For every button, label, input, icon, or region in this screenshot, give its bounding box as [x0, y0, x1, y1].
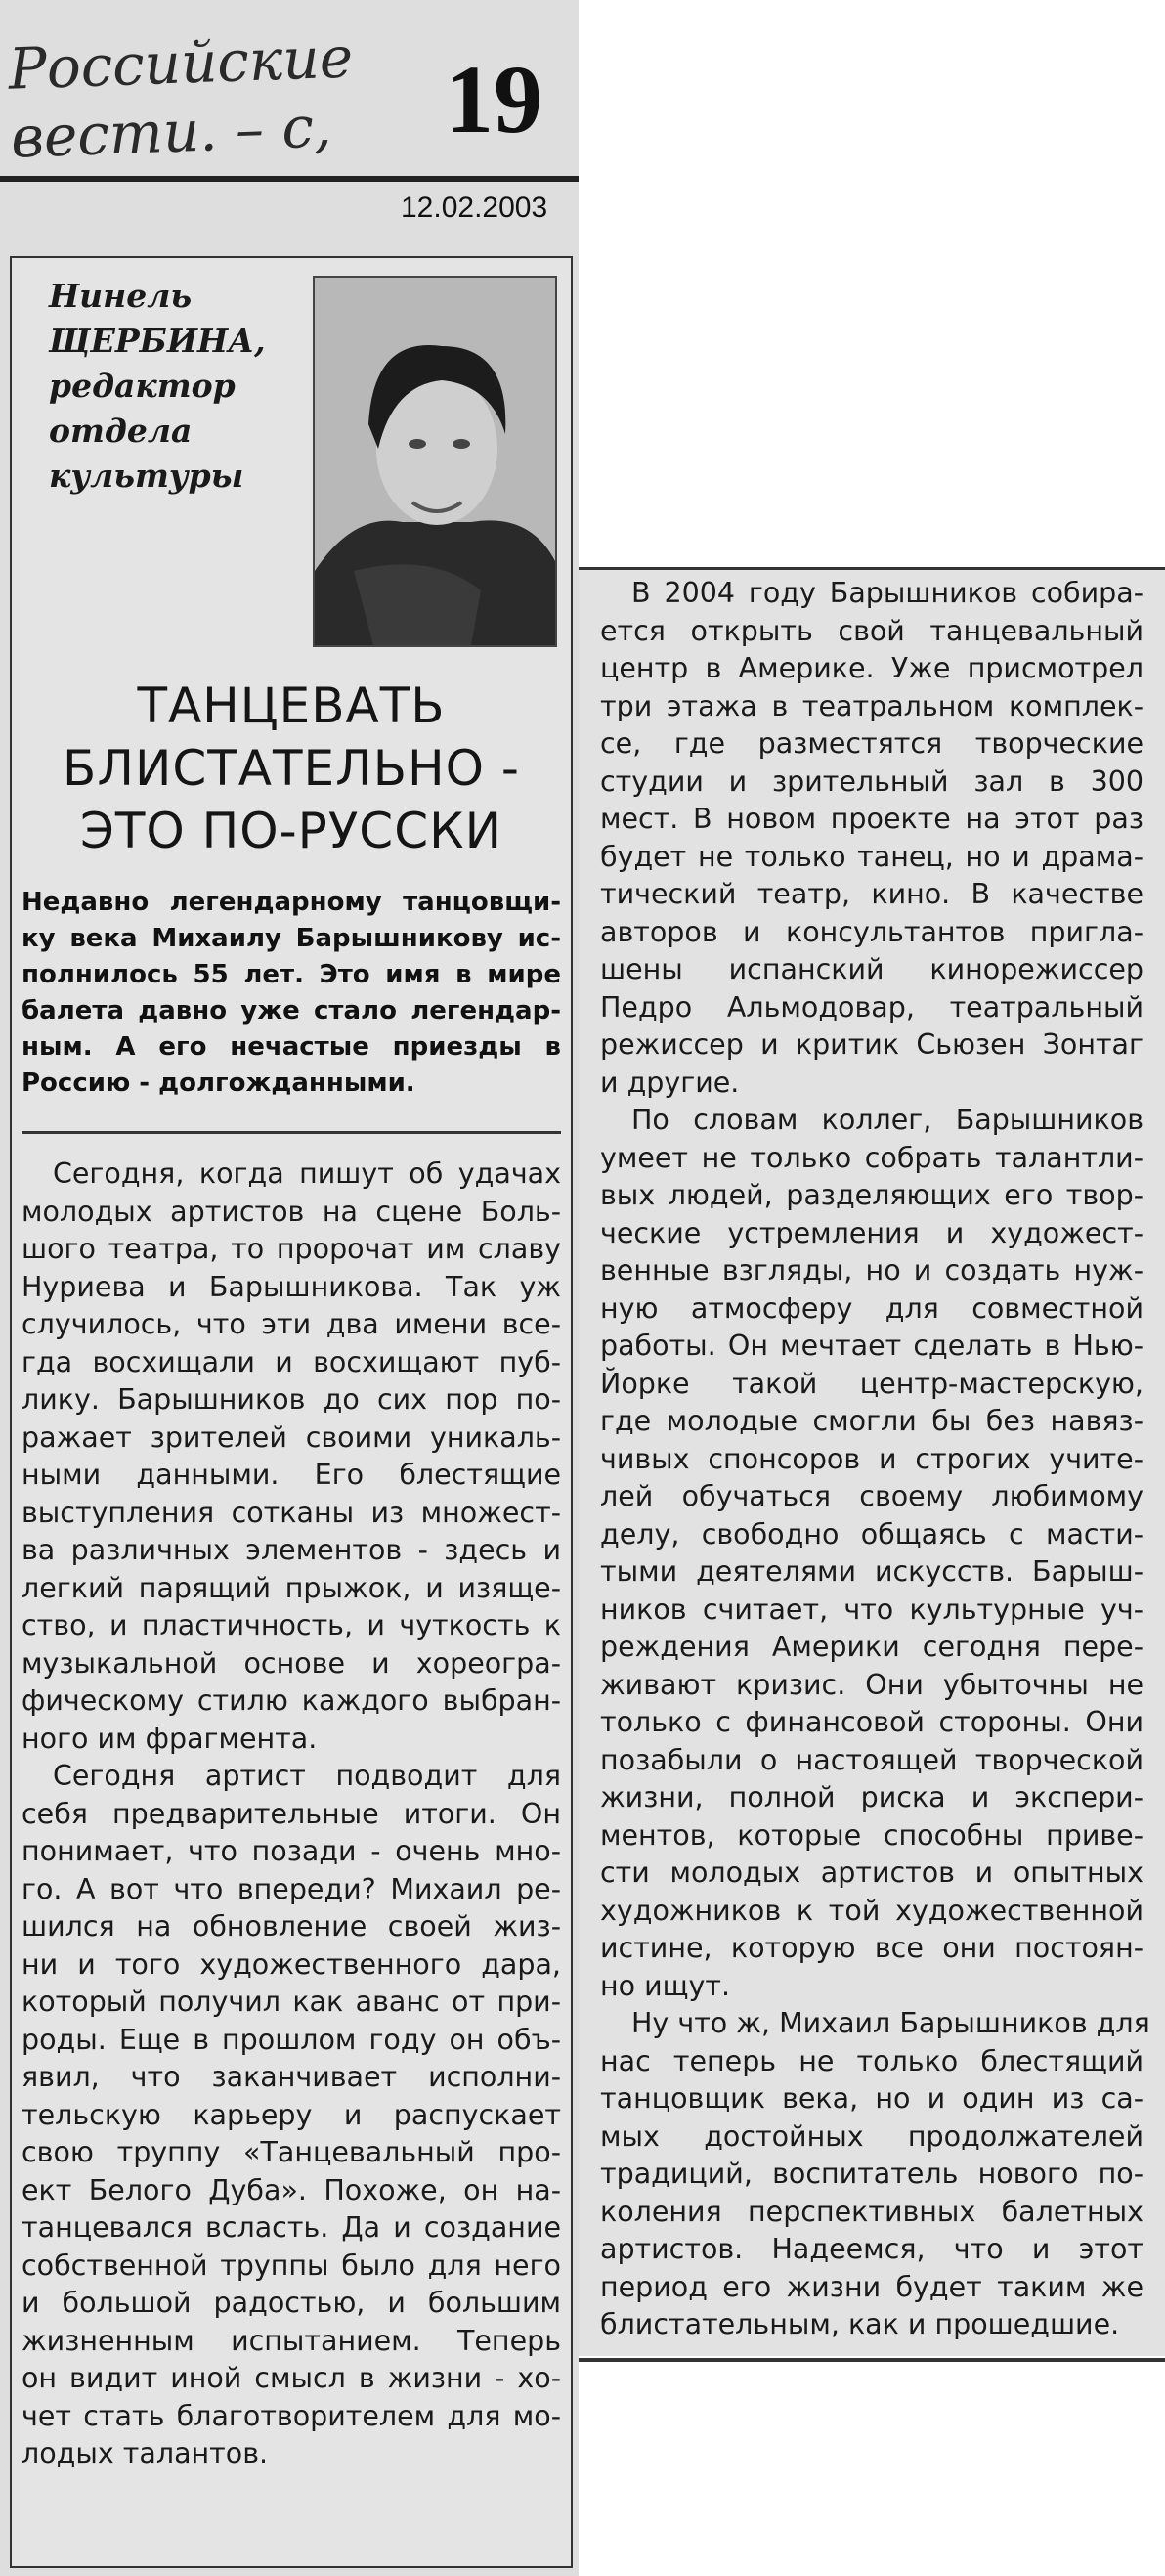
body-line: три этажа в театральном комплек- [600, 689, 1143, 722]
body-line: В 2004 году Барышников собира- [631, 577, 1143, 609]
body-line: сти молодых артистов и опытных [600, 1856, 1143, 1889]
article-body-left-column [22, 1156, 561, 2473]
body-line: гда восхищали и восхищают пуб- [22, 1345, 561, 1378]
body-line: блистательным, как и прошедшие. [600, 2308, 1120, 2340]
publication-date: 12.02.2003 [401, 192, 548, 224]
body-line: роды. Еще в прошлом году он объ- [22, 2023, 561, 2056]
body-line: тический театр, кино. В качестве [600, 878, 1143, 910]
body-line: ва различных элементов - здесь и [22, 1534, 561, 1566]
handwritten-line: вести. – с, [9, 93, 333, 171]
lead-line: Россию - долгожданными. [22, 1069, 415, 1098]
body-line: понимает, что позади - очень мно- [22, 1835, 561, 1867]
body-line: венные взгляды, но и создать нуж- [600, 1254, 1143, 1287]
body-line: центр в Америке. Уже присмотрел [600, 652, 1143, 684]
body-line: художников к той художественной [600, 1894, 1143, 1927]
body-line: шого театра, то пророчат им славу [22, 1233, 561, 1265]
body-line: но ищут. [600, 1969, 731, 2002]
author-line: отдела [49, 412, 193, 450]
body-line: Педро Альмодовар, театральный [600, 990, 1143, 1024]
body-line: ство, и пластичность, и чуткость к [22, 1609, 561, 1641]
body-line: фическому стилю каждого выбран- [22, 1684, 561, 1717]
body-line: чивых спонсоров и строгих учите- [600, 1442, 1143, 1475]
column-top-rule [579, 567, 1165, 570]
lead-rule [22, 1131, 561, 1134]
body-line: Ну что ж, Михаил Барышников для [631, 2007, 1150, 2039]
body-line: шился на обновление своей жиз- [22, 1910, 561, 1943]
body-line: выступления сотканы из множест- [22, 1496, 561, 1529]
body-line: период его жизни будет таким же [600, 2270, 1143, 2303]
body-line: ется открыть свой танцевальный [600, 614, 1143, 647]
body-line: который получил как аванс от при- [22, 1986, 561, 2018]
body-line: Нуриева и Барышникова. Так уж [22, 1270, 561, 1303]
body-line: жизненным испытанием. Теперь [22, 2324, 561, 2357]
author-line: культуры [49, 457, 244, 495]
body-line: ни и того художественного дара, [22, 1947, 561, 1981]
article-headline [20, 675, 563, 862]
lead-line: Недавно легендарному танцовщи- [22, 888, 561, 917]
body-line: ражает зрителей своими уникаль- [22, 1420, 561, 1454]
body-line: режиссер и критик Сьюзен Зонтаг [600, 1028, 1143, 1061]
body-line: чет стать благотворителем для мо- [22, 2399, 561, 2432]
body-line: Сегодня артист подводит для [53, 1760, 561, 1792]
body-line: лодых талантов. [22, 2437, 269, 2469]
article-body-right-column [600, 575, 1150, 2344]
lead-line: ным. А его нечастые приезды в [22, 1032, 561, 1062]
body-line: студии и зрительный зал в 300 [600, 764, 1143, 798]
lead-line: полнилось 55 лет. Это имя в мире [22, 960, 561, 989]
body-line: ческие устремления и художест- [600, 1216, 1143, 1249]
body-line: лику. Барышников до сих пор по- [22, 1383, 561, 1416]
handwritten-source-note [8, 20, 443, 181]
body-line: явил, что заканчивает исполни- [22, 2061, 561, 2093]
body-line: где молодые смогли бы без навяз- [600, 1405, 1143, 1437]
article-lead [22, 885, 561, 1102]
body-line: молодых артистов на сцене Боль- [22, 1195, 561, 1228]
body-line: собственной труппы было для него [22, 2249, 561, 2282]
body-line: вых людей, разделяющих его твор- [600, 1179, 1143, 1211]
body-line: танцовщик века, но и один из са- [600, 2082, 1143, 2115]
body-line: и большой радостью, и большим [22, 2287, 561, 2319]
header-rule [0, 176, 579, 182]
body-line: лей обучаться своему любимому [600, 1480, 1143, 1512]
body-line: Сегодня, когда пишут об удачах [53, 1157, 561, 1190]
body-line: себя предварительные итоги. Он [22, 1797, 561, 1830]
body-line: авторов и консультантов пригла- [600, 915, 1143, 948]
body-line: нас теперь не только блестящий [600, 2044, 1143, 2077]
body-line: легкий парящий прыжок, и изяще- [22, 1571, 561, 1604]
body-line: мест. В новом проекте на этот раз [600, 803, 1143, 835]
body-line: танцевался всласть. Да и создание [22, 2211, 561, 2244]
body-line: ную атмосферу для совместной [600, 1291, 1143, 1325]
lead-line: балета давно уже стало легендар- [22, 996, 561, 1026]
body-line: ментов, которые способны приве- [600, 1818, 1143, 1852]
body-line: реждения Америки сегодня пере- [600, 1631, 1143, 1663]
handwritten-line: Российские [7, 23, 355, 103]
author-line: Нинель [49, 277, 193, 315]
body-line: коления перспективных балетных [600, 2195, 1143, 2228]
body-line: артистов. Надеемся, что и этот [600, 2233, 1143, 2265]
body-line: случилось, что эти два имени все- [22, 1308, 561, 1340]
portrait-image [315, 278, 555, 645]
body-line: тельскую карьеру и распускает [22, 2098, 561, 2131]
lead-line: ку века Михаилу Барышникову ис- [22, 924, 561, 953]
body-line: По словам коллег, Барышников [631, 1104, 1143, 1136]
author-photo [313, 276, 557, 647]
headline-line: ЭТО ПО-РУССКИ [79, 803, 503, 859]
author-name: ЩЕРБИНА, [49, 322, 266, 360]
body-line: жизни, полной риска и экспери- [600, 1781, 1143, 1813]
body-line: ект Белого Дуба». Похоже, он на- [22, 2173, 561, 2206]
body-line: истине, которую все они постоян- [600, 1932, 1143, 1964]
body-line: и другие. [600, 1066, 740, 1099]
author-credit [49, 274, 303, 499]
body-line: свою труппу «Танцевальный про- [22, 2136, 561, 2168]
body-line: работы. Он мечтает сделать в Нью- [600, 1330, 1143, 1362]
body-line: будет не только танец, но и драма- [600, 840, 1143, 873]
body-line: умеет не только собрать талантли- [600, 1141, 1143, 1174]
column-bottom-rule [579, 2358, 1165, 2362]
body-line: мых достойных продолжателей [600, 2119, 1143, 2153]
body-line: живают кризис. Они убыточны не [600, 1668, 1143, 1701]
body-line: ников считает, что культурные уч- [600, 1593, 1143, 1626]
body-line: позабыли о настоящей творческой [600, 1743, 1143, 1776]
body-line: се, где разместятся творческие [600, 727, 1143, 760]
body-line: тыми деятелями искусств. Барыш- [600, 1555, 1143, 1588]
headline-line: ТАНЦЕВАТЬ [137, 677, 446, 734]
body-line: традиций, воспитатель нового по- [600, 2158, 1143, 2190]
body-line: музыкальной основе и хореогра- [22, 1646, 561, 1680]
body-line: делу, свободно общаясь с масти- [600, 1517, 1143, 1550]
body-line: шены испанский кинорежиссер [600, 953, 1143, 985]
body-line: ными данными. Его блестящие [22, 1459, 561, 1491]
body-line: го. А вот что впереди? Михаил ре- [22, 1872, 561, 1905]
body-line: Йорке такой центр-мастерскую, [600, 1367, 1143, 1400]
body-line: только с финансовой стороны. Они [600, 1706, 1143, 1738]
body-line: он видит иной смысл в жизни - хо- [22, 2362, 561, 2394]
author-line: редактор [49, 367, 236, 405]
body-line: ного им фрагмента. [22, 1722, 318, 1755]
page-number: 19 [445, 45, 542, 153]
headline-line: БЛИСТАТЕЛЬНО - [63, 740, 520, 797]
